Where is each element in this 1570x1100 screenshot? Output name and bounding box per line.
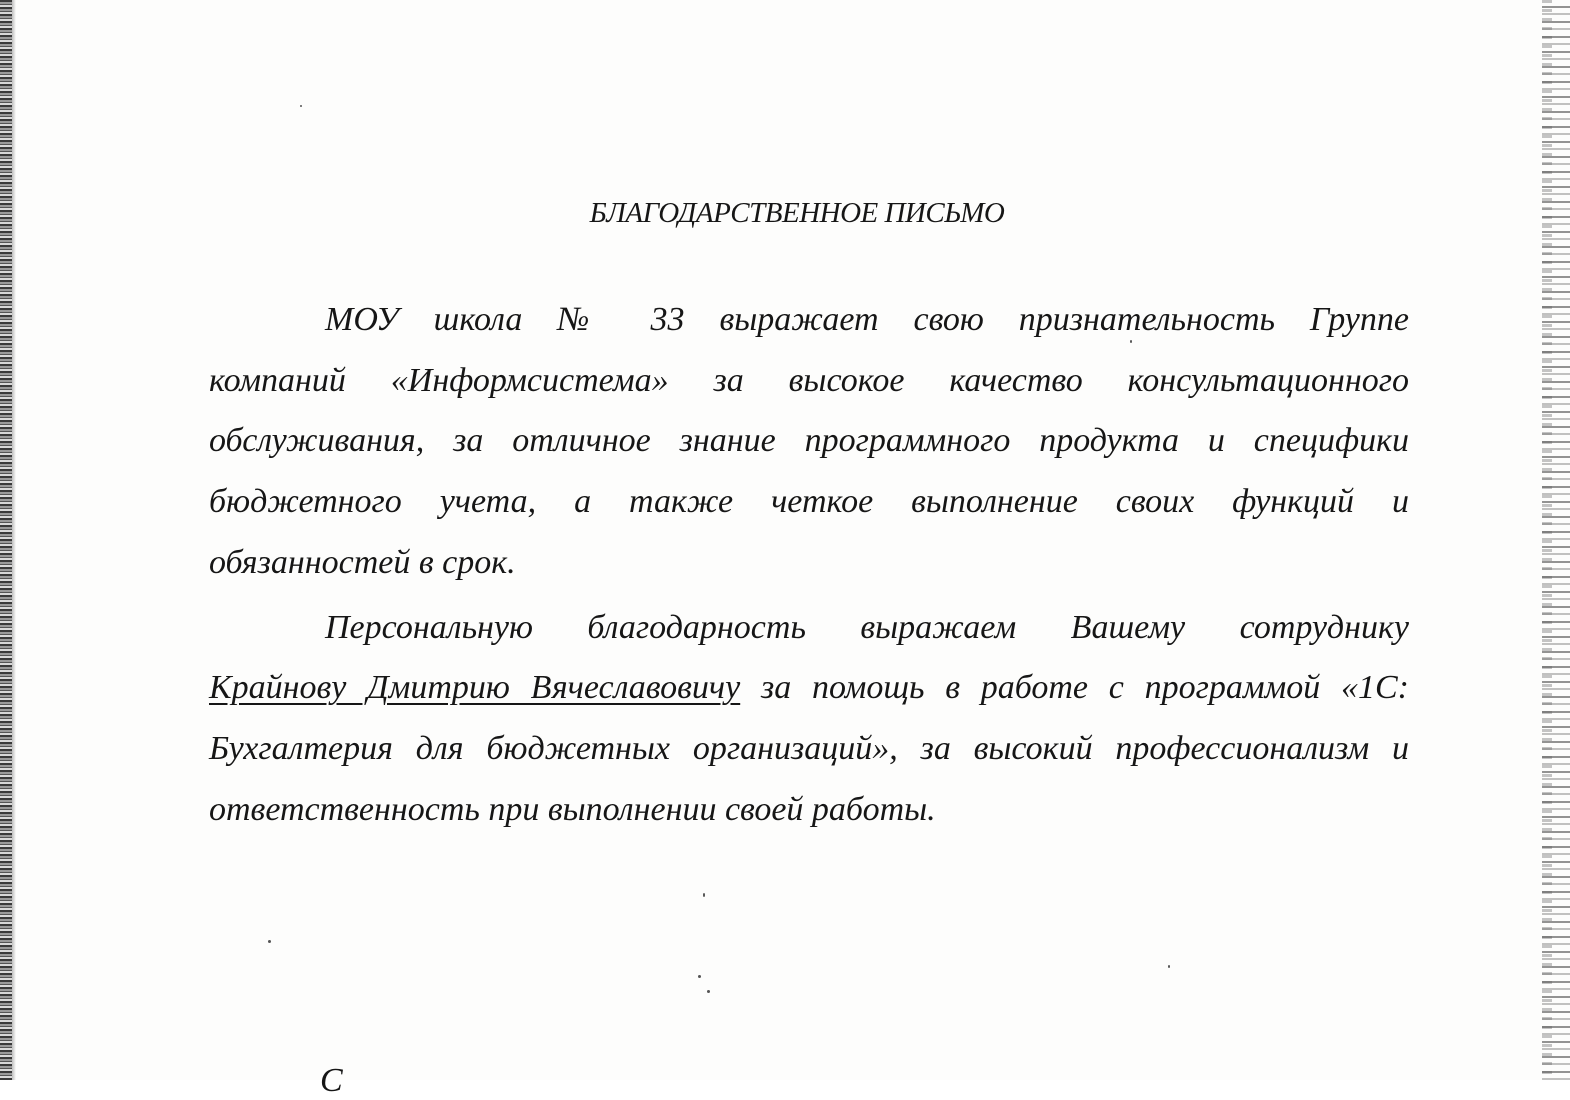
paragraph2-line2-rest: за помощь в работе с программой «1С: — [740, 669, 1409, 706]
scan-speck — [703, 893, 705, 897]
paragraph2-line4: ответственность при выполнении своей работы. — [209, 791, 936, 828]
scan-speck — [300, 105, 302, 107]
scan-speck — [1130, 340, 1132, 343]
paragraph1-line1: МОУ школа № 33 выражает свою признательность Группе — [325, 301, 1409, 338]
paragraph1-line2: компаний «Информсистема» за высокое качество консультационного — [209, 362, 1409, 399]
paragraph1-line4: бюджетного учета, а также четкое выполнение своих функций и — [209, 483, 1409, 520]
scan-speck — [707, 990, 710, 993]
paragraph2-line2 — [209, 668, 1409, 708]
paragraph1-line3: обслуживания, за отличное знание программного продукта и специфики — [209, 422, 1409, 459]
employee-name: Крайнову Дмитрию Вячеславовичу — [209, 669, 741, 706]
scan-edge-left — [0, 0, 12, 1080]
cut-off-next-line: С — [320, 1062, 343, 1099]
scan-speck — [698, 975, 701, 978]
scan-speck — [268, 940, 271, 943]
scan-edge-right — [1542, 0, 1570, 1080]
paragraph1-line5: обязанностей в срок. — [209, 544, 516, 581]
paragraph2-line1: Персональную благодарность выражаем Вашему сотруднику — [325, 609, 1409, 646]
paragraph2-line3: Бухгалтерия для бюджетных организаций», за высокий профессионализм и — [209, 730, 1409, 767]
letter-title: БЛАГОДАРСТВЕННОЕ ПИСЬМО — [589, 197, 1005, 229]
scan-speck — [1168, 965, 1170, 968]
